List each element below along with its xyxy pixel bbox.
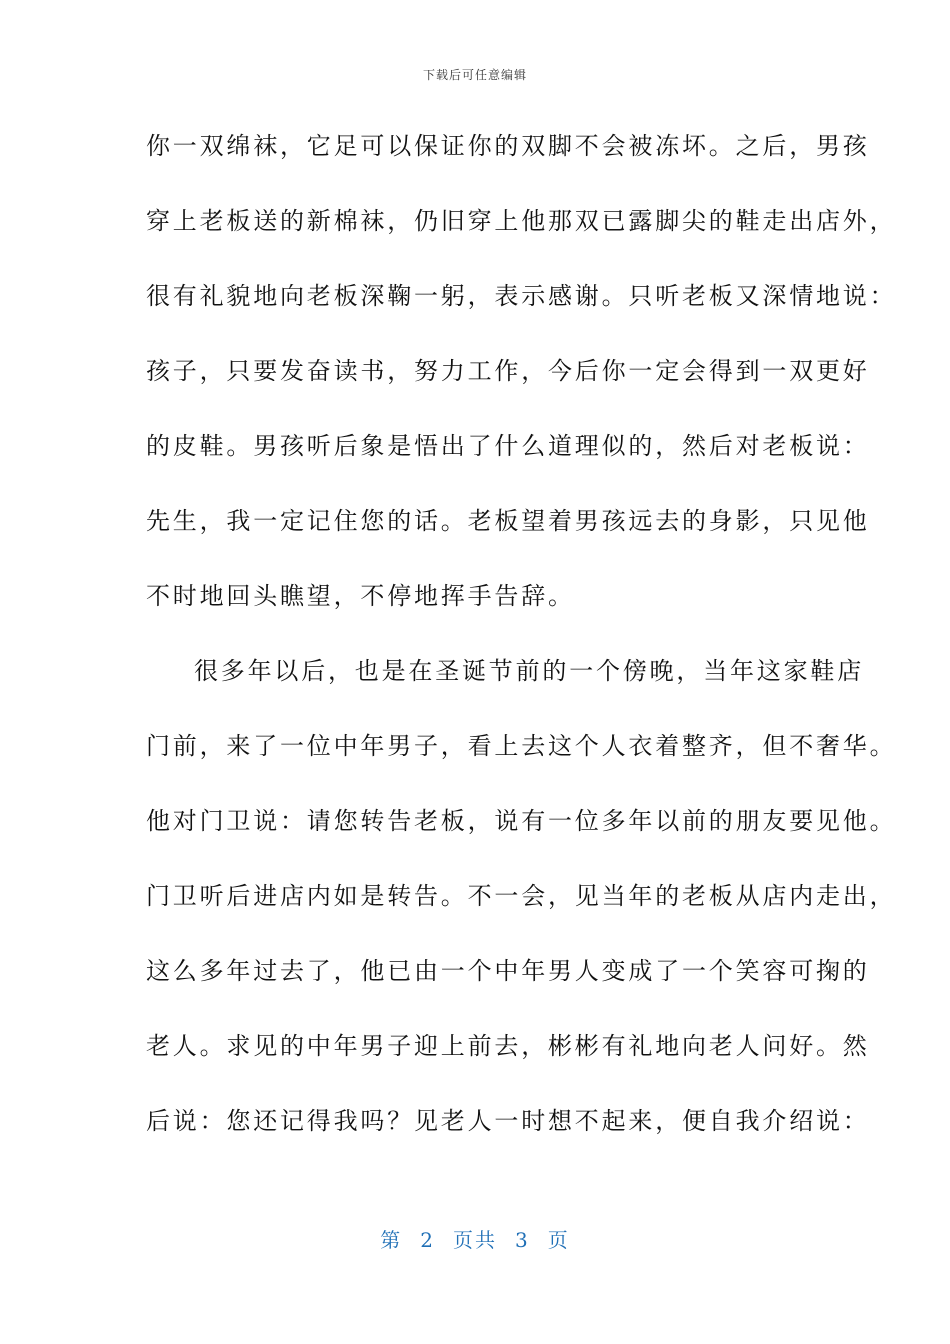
current-page-number: 2	[420, 1228, 435, 1252]
text-line: 你一双绵袜，它足可以保证你的双脚不会被冻坏。之后，男孩	[146, 132, 870, 160]
text-line: 门卫听后进店内如是转告。不一会，见当年的老板从店内走出，	[146, 882, 897, 910]
paragraph-start-line: 很多年以后，也是在圣诞节前的一个傍晚，当年这家鞋店	[194, 657, 864, 685]
text-line: 这么多年过去了，他已由一个中年男人变成了一个笑容可掬的	[146, 957, 870, 985]
text-line: 他对门卫说：请您转告老板，说有一位多年以前的朋友要见他。	[146, 807, 897, 835]
page-number-footer	[0, 1224, 950, 1253]
text-line: 门前，来了一位中年男子，看上去这个人衣着整齐，但不奢华。	[146, 732, 897, 760]
page-middle: 页共	[453, 1228, 497, 1252]
total-pages-number: 3	[515, 1228, 530, 1252]
document-body	[146, 126, 897, 1176]
page-prefix: 第	[380, 1228, 403, 1252]
text-line: 后说：您还记得我吗？见老人一时想不起来，便自我介绍说：	[146, 1107, 870, 1135]
page-suffix: 页	[547, 1228, 570, 1252]
text-line: 先生，我一定记住您的话。老板望着男孩远去的身影，只见他	[146, 507, 870, 535]
text-line: 很有礼貌地向老板深鞠一躬，表示感谢。只听老板又深情地说：	[146, 282, 897, 310]
page-header: 下载后可任意编辑	[422, 68, 527, 82]
text-line: 孩子，只要发奋读书，努力工作，今后你一定会得到一双更好	[146, 357, 870, 385]
text-line: 的皮鞋。男孩听后象是悟出了什么道理似的，然后对老板说：	[146, 432, 870, 460]
text-line: 不时地回头瞧望，不停地挥手告辞。	[146, 582, 575, 610]
text-line: 穿上老板送的新棉袜，仍旧穿上他那双已露脚尖的鞋走出店外，	[146, 207, 897, 235]
text-line: 老人。求见的中年男子迎上前去，彬彬有礼地向老人问好。然	[146, 1032, 870, 1060]
